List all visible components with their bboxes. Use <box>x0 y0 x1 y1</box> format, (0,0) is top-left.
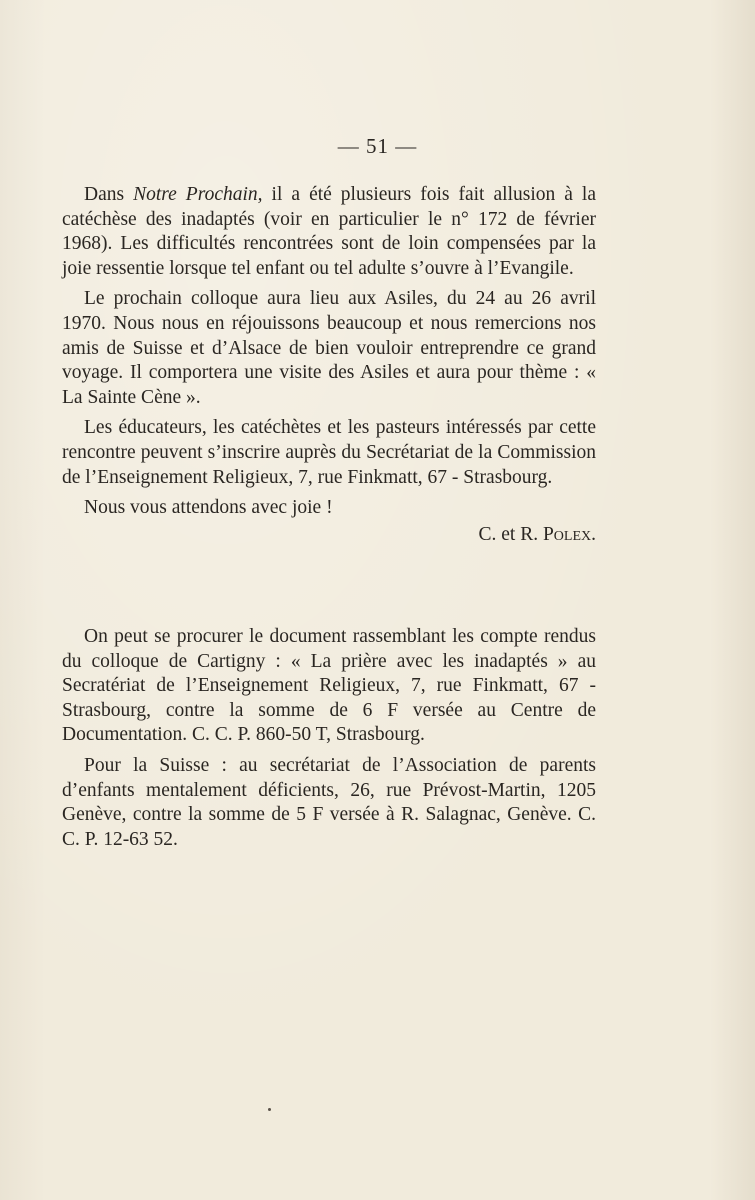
paragraph-registration: Les éducateurs, les catéchètes et les pasteurs intéressés par cette rencontre peuvent s’inscrire auprès du Secrétariat de la Commission de l’Enseignement Religieux, 7, rue Finkmatt, 67 - Strasbourg. <box>62 417 596 488</box>
paragraph-document-suisse: Pour la Suisse : au secrétariat de l’Association de parents d’enfants mentalement déficients, 26, rue Prévost-Martin, 1205 Genève, contre la somme de 5 F versée à R. Salagnac, Genève. C. C. P. 12-63 52. <box>62 754 596 850</box>
signature <box>62 523 596 548</box>
paragraph-next-colloque: Le prochain colloque aura lieu aux Asiles, du 24 au 26 avril 1970. Nous nous en réjouissons beaucoup et nous remercions nos amis de Suisse et d’Alsace de bien vouloir entreprendre ce grand voyage. Il comportera une visite des Asiles et aura pour thème : « La Sainte Cène ». <box>62 288 596 408</box>
paragraph-document-france: On peut se procurer le document rassemblant les compte rendus du colloque de Cartigny : « La prière avec les inadaptés » au Secratériat de l’Enseignement Religieux, 7, rue Finkmatt, 67 - Strasbourg, contre la somme de 6 F versée au Centre de Documentation. C. C. P. 860-50 T, Strasbourg. <box>62 626 596 746</box>
document-availability <box>62 625 596 852</box>
signature-initials: C. et R. <box>478 523 543 545</box>
intro-body: il a été plusieurs fois fait allusion à la catéchèse des inadaptés (voir en particulier le n° 172 de février 1968). Les difficultés rencontrées sont de loin compensées par la joie ressentie lorsque tel enfant ou tel adulte s’ouvre à l’Evangile. <box>62 184 596 279</box>
ink-speck <box>268 1108 271 1111</box>
paragraph-closing: Nous vous attendons avec joie ! <box>84 497 333 519</box>
intro-lead: Dans <box>84 184 134 205</box>
colloque-announcement <box>62 183 596 547</box>
paragraph-intro <box>62 183 596 281</box>
page-number: — 51 — <box>337 134 418 158</box>
signature-name: Polex. <box>542 523 596 545</box>
publication-title: Notre Prochain, <box>133 184 263 205</box>
